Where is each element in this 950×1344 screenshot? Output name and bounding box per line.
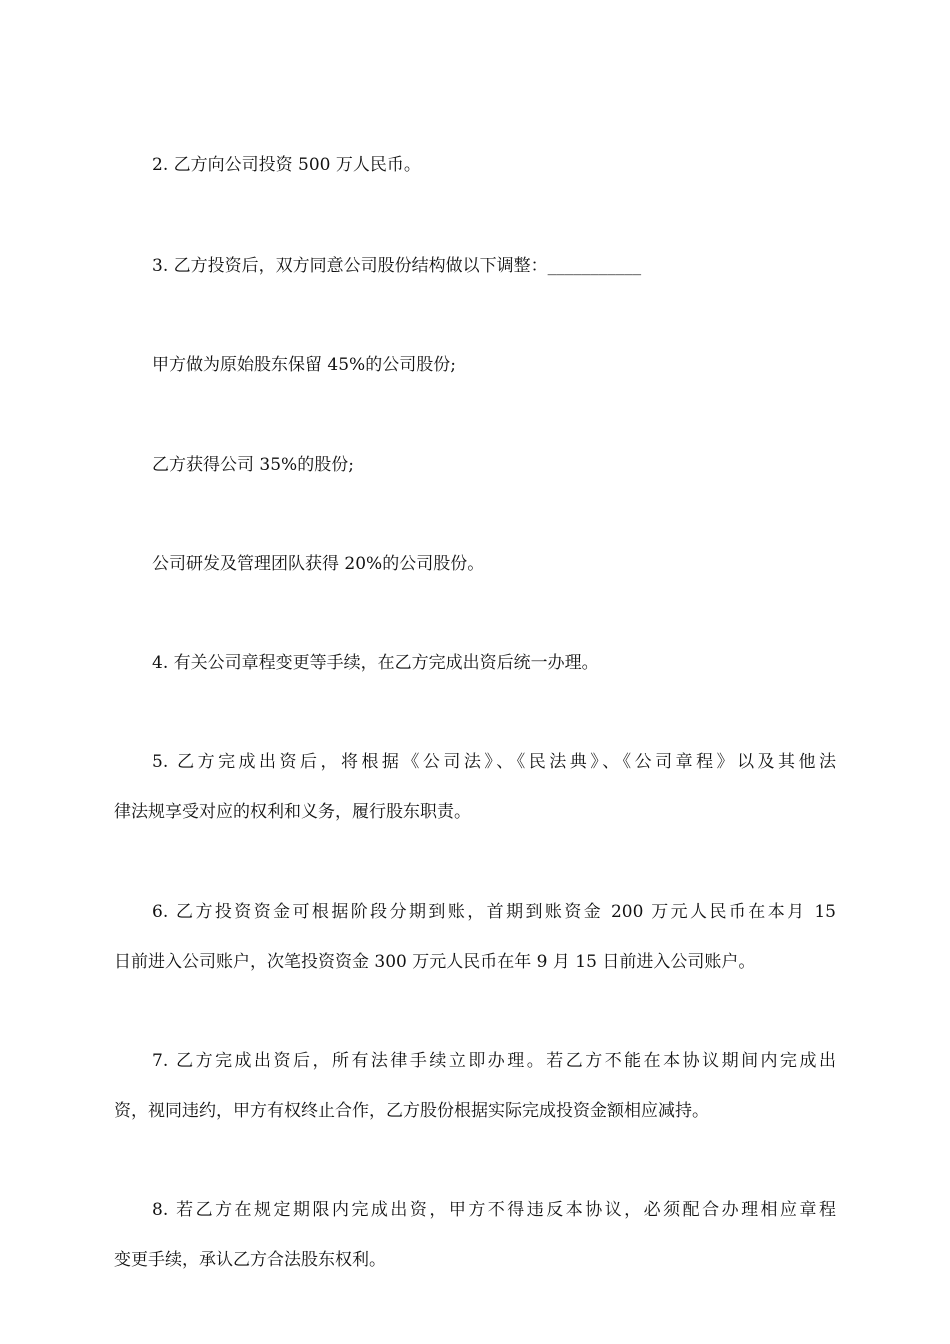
clause-6-line-1: 6. 乙方投资资金可根据阶段分期到账，首期到账资金 200 万元人民币在本月 15 [152, 902, 836, 922]
clause-5-line-2: 律法规享受对应的权利和义务，履行股东职责。 [114, 802, 471, 822]
clause-3-party-b-share: 乙方获得公司 35%的股份; [152, 455, 354, 475]
clause-7 [114, 1050, 836, 1122]
clause-4: 4. 有关公司章程变更等手续，在乙方完成出资后统一办理。 [152, 653, 599, 673]
clause-3-party-a-share: 甲方做为原始股东保留 45%的公司股份; [152, 355, 456, 375]
clause-8-line-2: 变更手续，承认乙方合法股东权利。 [114, 1250, 386, 1270]
clause-8 [114, 1199, 836, 1271]
clause-7-line-1: 7. 乙方完成出资后，所有法律手续立即办理。若乙方不能在本协议期间内完成出 [152, 1051, 836, 1071]
clause-3: 3. 乙方投资后，双方同意公司股份结构做以下调整：___________ [152, 256, 642, 276]
clause-8-line-1: 8. 若乙方在规定期限内完成出资，甲方不得违反本协议，必须配合办理相应章程 [152, 1200, 836, 1220]
clause-6 [114, 901, 836, 973]
clause-6-line-2: 日前进入公司账户，次笔投资资金 300 万元人民币在年 9 月 15 日前进入公司账户。 [114, 952, 756, 972]
clause-5-line-1: 5. 乙方完成出资后，将根据《公司法》、《民法典》、《公司章程》以及其他法 [152, 752, 836, 772]
clause-7-line-2: 资，视同违约，甲方有权终止合作，乙方股份根据实际完成投资金额相应减持。 [114, 1101, 709, 1121]
clause-3-team-share: 公司研发及管理团队获得 20%的公司股份。 [152, 554, 485, 574]
clause-2: 2. 乙方向公司投资 500 万人民币。 [152, 155, 421, 175]
clause-5 [114, 751, 836, 823]
